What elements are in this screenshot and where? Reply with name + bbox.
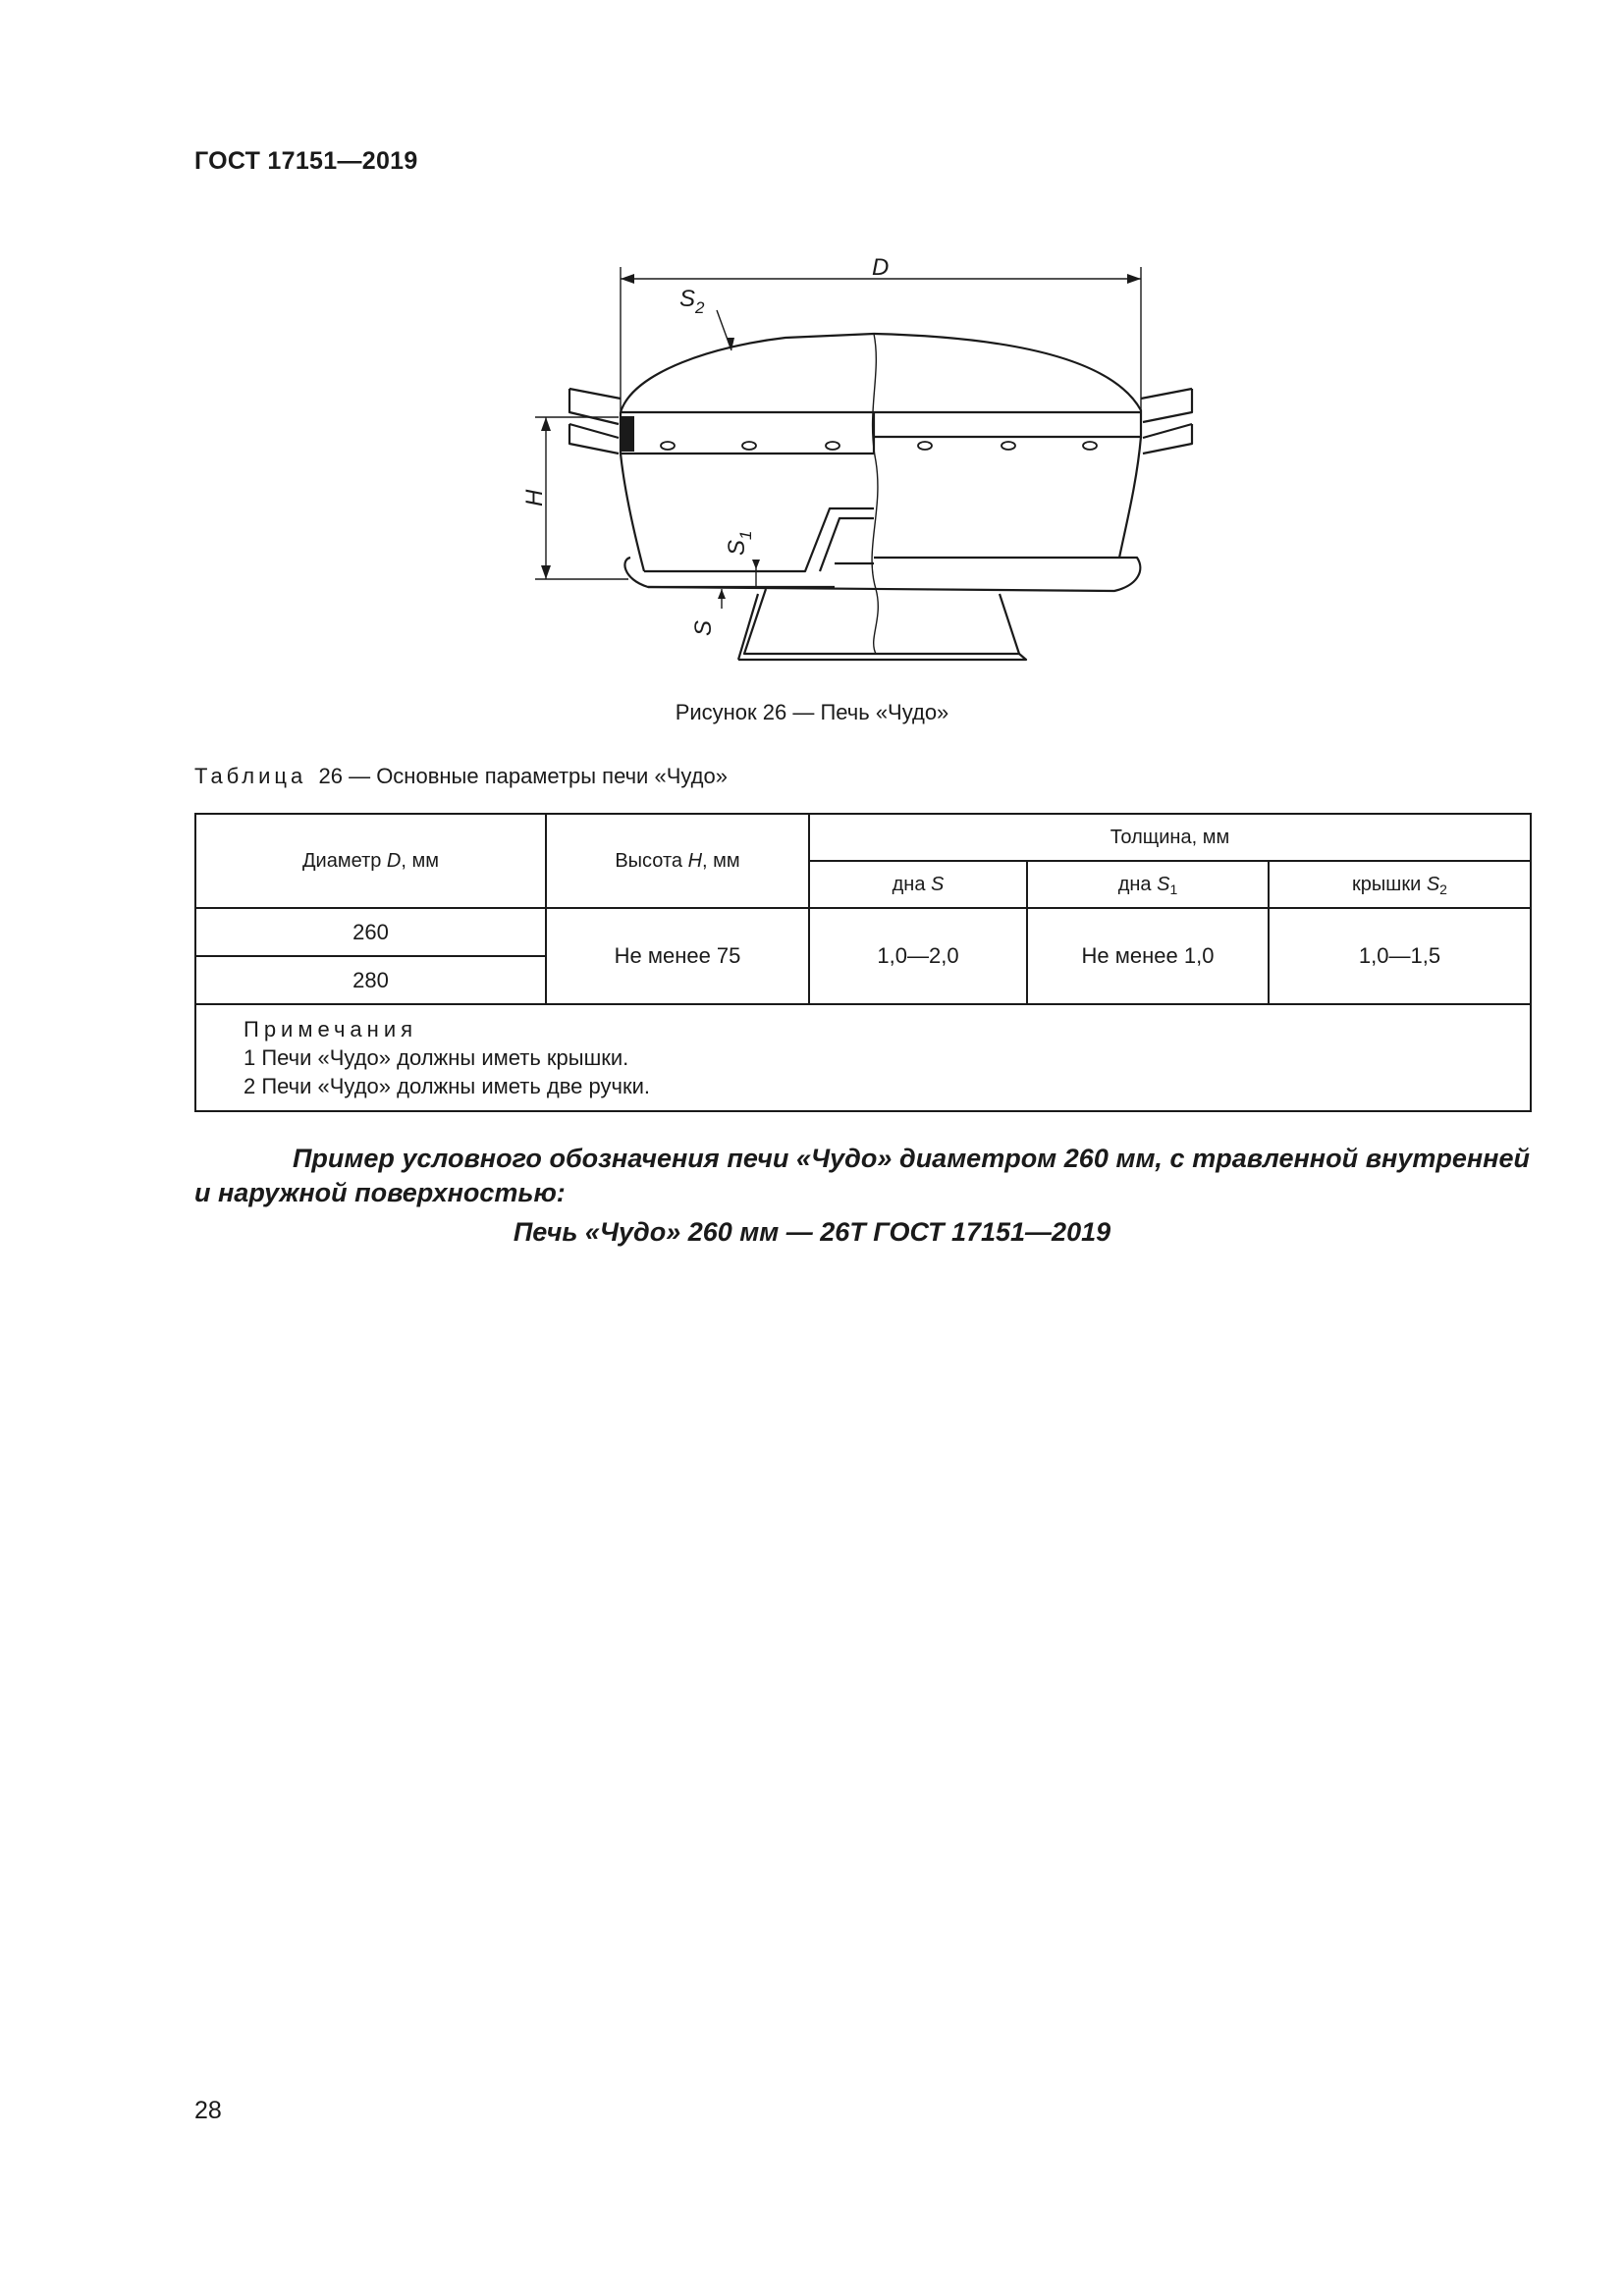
body-outline-left xyxy=(621,454,644,571)
handle-left-upper xyxy=(569,389,621,424)
cell-bottom-s: 1,0—2,0 xyxy=(809,908,1027,1004)
table-title-word: Таблица xyxy=(194,764,307,788)
rim-band-right xyxy=(874,425,1141,437)
page-number: 28 xyxy=(194,2097,222,2124)
table-row xyxy=(195,908,1531,956)
figure-caption: Рисунок 26 — Печь «Чудо» xyxy=(675,700,949,724)
table-notes xyxy=(195,1004,1531,1111)
example-designation: Печь «Чудо» 260 мм — 26Т ГОСТ 17151—2019 xyxy=(513,1217,1111,1247)
body-outline-right xyxy=(1119,437,1141,558)
label-s1: $S_1$ xyxy=(724,530,755,556)
header-thickness: Толщина, мм xyxy=(809,814,1531,861)
parameters-table xyxy=(194,813,1532,1112)
header-lid-s2: крышки $S_2$ xyxy=(1269,861,1531,908)
handle-left-lower xyxy=(569,424,619,454)
stove-drawing xyxy=(521,250,1198,672)
stand xyxy=(744,589,1019,654)
cell-lid-s2: 1,0—1,5 xyxy=(1269,908,1531,1004)
note-item-1: 1 Печи «Чудо» должны иметь крышки. xyxy=(244,1045,629,1070)
example-paragraph: Пример условного обозначения печи «Чудо» диаметром 260 мм, с травленной внутренней и наружной поверхностью: xyxy=(194,1144,1530,1207)
lid-seal xyxy=(621,416,634,452)
document-header: ГОСТ 17151—2019 xyxy=(194,147,418,175)
cell-bottom-s1: Не менее 1,0 xyxy=(1027,908,1269,1004)
handle-right-lower xyxy=(1143,424,1192,454)
cell-diameter-260: 260 xyxy=(195,908,546,956)
cell-height: Не менее 75 xyxy=(546,908,809,1004)
header-diameter: Диаметр D, мм xyxy=(195,814,546,908)
cell-diameter-280: 280 xyxy=(195,956,546,1004)
table-title-text: 26 — Основные параметры печи «Чудо» xyxy=(318,764,728,788)
table-title xyxy=(194,764,728,789)
note-item-2: 2 Печи «Чудо» должны иметь две ручки. xyxy=(244,1074,651,1098)
label-s2: $S_2$ xyxy=(679,286,705,317)
notes-heading: Примечания xyxy=(244,1017,418,1041)
rim-band-left xyxy=(621,412,874,454)
header-bottom-s: дна S xyxy=(809,861,1027,908)
section-break xyxy=(872,334,878,654)
handle-right-upper xyxy=(1141,389,1192,422)
label-h: H xyxy=(521,489,548,507)
label-s: S xyxy=(690,619,717,636)
header-height: Высота H, мм xyxy=(546,814,809,908)
header-bottom-s1: дна $S_1$ xyxy=(1027,861,1269,908)
label-d: D xyxy=(872,254,890,281)
